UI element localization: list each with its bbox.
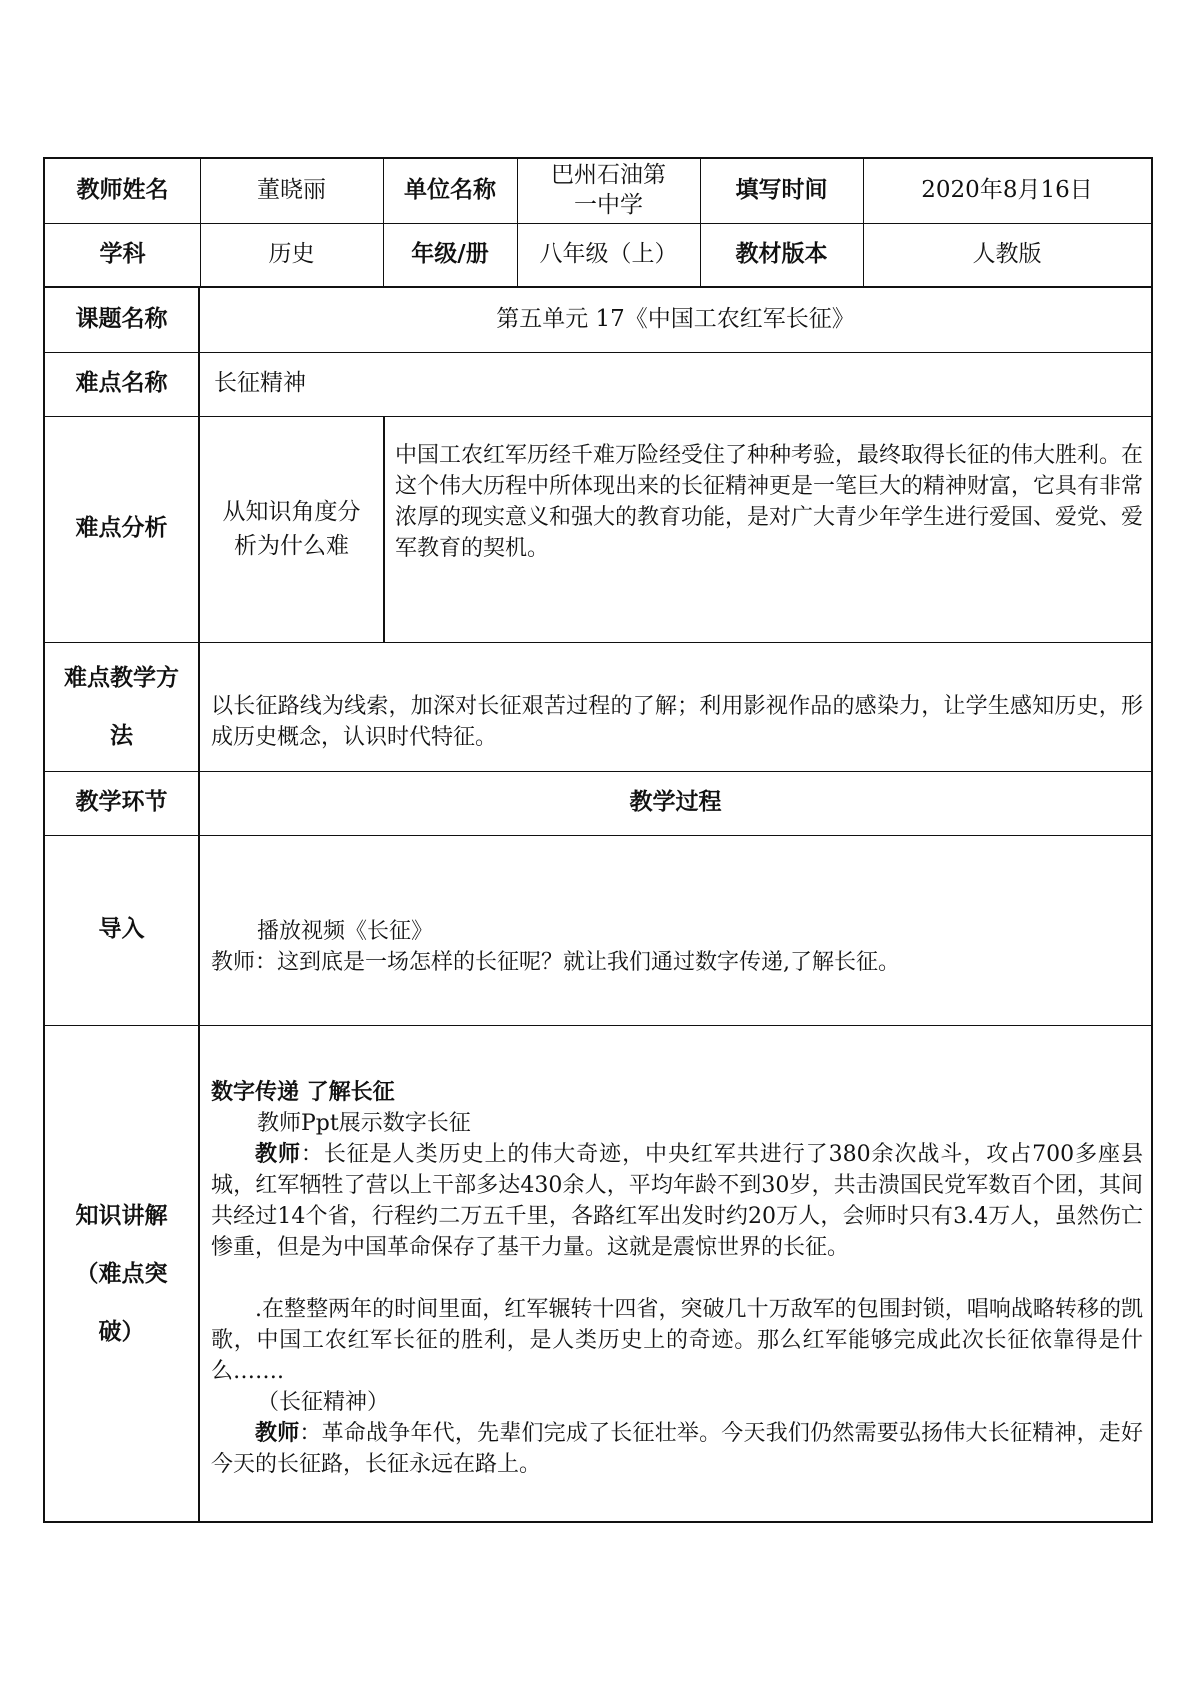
- topic-value: 第五单元 17《中国工农红军长征》: [496, 306, 855, 333]
- method-label-line1: 难点教学方: [64, 664, 179, 691]
- topic-label: 课题名称: [75, 306, 168, 333]
- knowledge-para1: [211, 1139, 1143, 1263]
- knowledge-para4: [211, 1418, 1143, 1480]
- difficulty-label: 难点名称: [75, 370, 168, 397]
- subject-value: 历史: [268, 240, 315, 267]
- para1-text: ：长征是人类历史上的伟大奇迹，中央红军共进行了380余次战斗，攻占700多座县城，红军牺牲了营以上干部多达430余人，平均年龄不到30岁，共击溃国民党军数百个团，其间共经过14个省，行程约二万五千里，各路红军出发时约20万人，会师时只有3.4万人，虽然伤亡惨重，但是为中国革命保存了基干力量。这就是震惊世界的长征。: [211, 1142, 1143, 1260]
- subject-label: 学科: [99, 240, 146, 267]
- knowledge-label-line2: （难点突: [75, 1261, 168, 1287]
- row-divider: [45, 835, 1151, 836]
- row-divider: [45, 642, 1151, 643]
- fill-time-label: 填写时间: [735, 177, 828, 204]
- col-divider: [383, 416, 385, 642]
- teacher-name-label: 教师姓名: [76, 177, 169, 204]
- knowledge-label-line1: 知识讲解: [75, 1203, 168, 1229]
- process-content-header: 教学过程: [629, 789, 722, 816]
- textbook-label: 教材版本: [735, 240, 828, 267]
- intro-line2: 教师：这到底是一场怎样的长征呢？就让我们通过数字传递,了解长征。: [211, 950, 900, 975]
- lesson-plan-table: [43, 157, 1153, 1523]
- unit-name-label: 单位名称: [404, 177, 496, 204]
- analysis-sub-label: 从知识角度分析为什么难: [222, 499, 361, 559]
- fill-time-value: 2020年8月16日: [921, 177, 1093, 204]
- para4-text: ：革命战争年代，先辈们完成了长征壮举。今天我们仍然需要弘扬伟大长征精神，走好今天的长征路，长征永远在路上。: [211, 1421, 1143, 1477]
- knowledge-para3: （长征精神）: [257, 1390, 390, 1415]
- method-label-line2: 法: [110, 722, 133, 749]
- process-stage-header: 教学环节: [75, 789, 168, 816]
- knowledge-label-line3: 破）: [98, 1319, 145, 1345]
- ppt-line: 教师Ppt展示数字长征: [257, 1111, 471, 1136]
- knowledge-para2: .在整整两年的时间里面，红军辗转十四省，突破几十万敌军的包围封锁，唱响战略转移的凯歌，中国工农红军长征的胜利，是人类历史上的奇迹。那么红军能够完成此次长征依靠得是什么…….: [211, 1297, 1143, 1384]
- row-divider: [45, 1025, 1151, 1026]
- teacher-name-value: 董晓丽: [257, 177, 326, 204]
- method-text: 以长征路线为线索，加深对长征艰苦过程的了解；利用影视作品的感染力，让学生感知历史，形成历史概念，认识时代特征。: [211, 694, 1143, 750]
- knowledge-label: [45, 1025, 198, 1523]
- method-label: [45, 642, 198, 771]
- difficulty-value: 长征精神: [214, 370, 306, 397]
- analysis-text: 中国工农红军历经千难万险经受住了种种考验，最终取得长征的伟大胜利。在这个伟大历程中所体现出来的长征精神更是一笔巨大的精神财富，它具有非常浓厚的现实意义和强大的教育功能，是对广大青少年学生进行爱国、爱党、爱军教育的契机。: [395, 443, 1144, 561]
- analysis-label: 难点分析: [75, 515, 168, 542]
- unit-name-value: 巴州石油第一中学: [551, 162, 666, 218]
- intro-label: 导入: [98, 916, 145, 943]
- intro-line1: 播放视频《长征》: [257, 919, 434, 944]
- grade-label: 年级/册: [411, 240, 489, 267]
- knowledge-heading: 数字传递 了解长征: [211, 1080, 395, 1105]
- teacher-tag-2: 教师: [255, 1421, 300, 1446]
- teacher-tag: 教师: [255, 1142, 301, 1167]
- grade-value: 八年级（上）: [539, 240, 678, 267]
- textbook-value: 人教版: [972, 240, 1042, 267]
